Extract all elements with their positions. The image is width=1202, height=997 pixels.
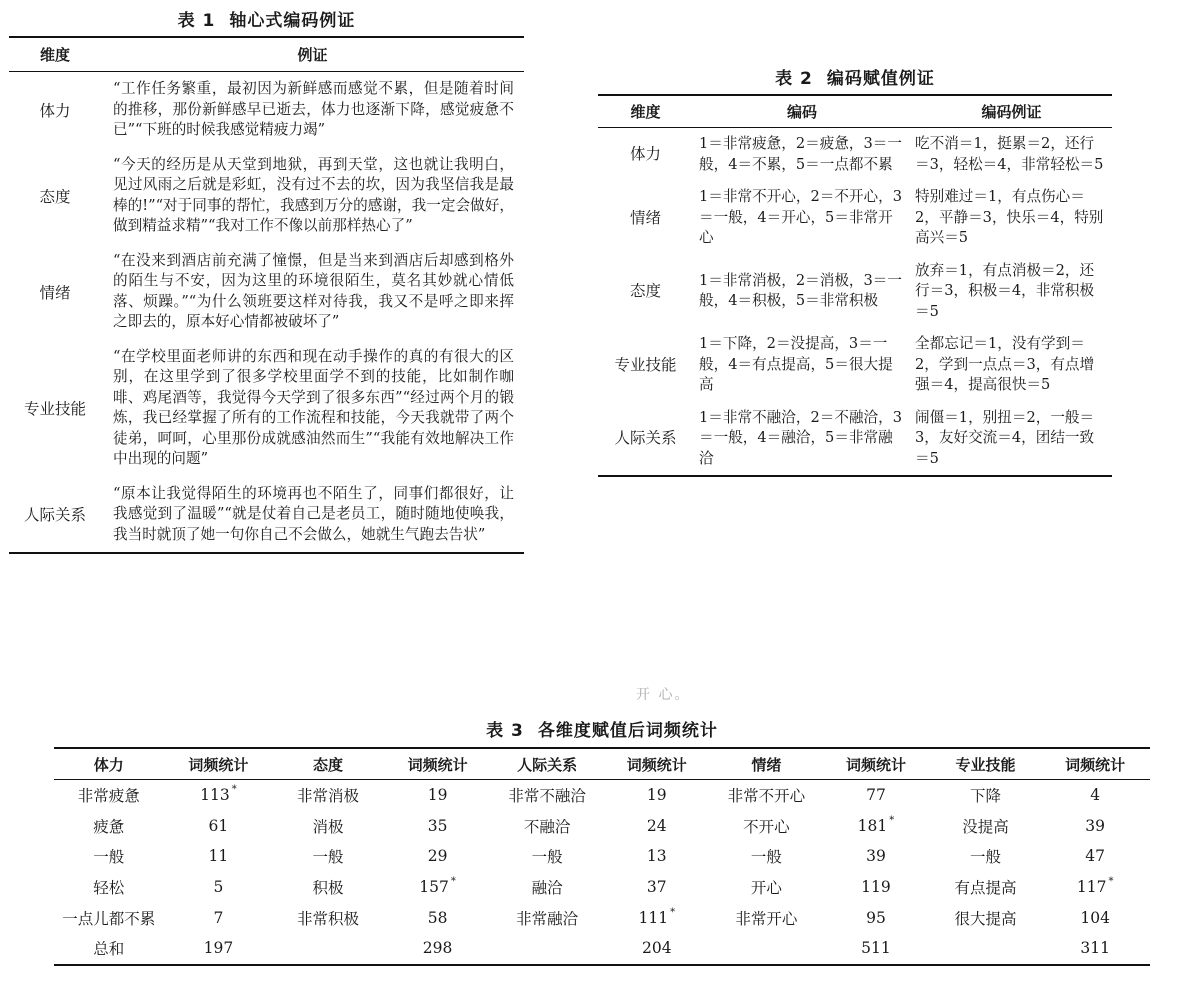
table3-cell bbox=[1040, 811, 1150, 842]
table3-cell-value: 58 bbox=[427, 908, 448, 927]
table3-cell bbox=[492, 780, 602, 811]
table2 bbox=[598, 94, 1112, 477]
table3-cell bbox=[54, 933, 164, 965]
table3-cell bbox=[492, 841, 602, 872]
table3-cell-value: 非常开心 bbox=[735, 909, 798, 928]
table3-cell bbox=[492, 811, 602, 842]
table3-title: 各维度赋值后词频统计 bbox=[537, 721, 718, 741]
table1-body bbox=[9, 72, 524, 554]
table3-cell-value: 一点儿都不累 bbox=[62, 909, 156, 928]
table3-cell bbox=[54, 841, 164, 872]
table3-cell-value: 39 bbox=[1085, 816, 1106, 835]
table3-cell bbox=[164, 872, 274, 903]
table3-cell bbox=[1040, 841, 1150, 872]
table3-cell bbox=[931, 872, 1041, 903]
table3-cell-value: 117 bbox=[1076, 878, 1107, 897]
table2-example-cell: 特别难过＝1，有点伤心＝2，平静＝3，快乐＝4，特别高兴＝5 bbox=[915, 188, 1104, 246]
table3-cell bbox=[712, 841, 822, 872]
significance-marker: * bbox=[231, 784, 237, 796]
table3-cell-value: 19 bbox=[427, 786, 448, 805]
table3-cell bbox=[821, 841, 931, 872]
table3-header-cell: 专业技能 bbox=[931, 748, 1041, 780]
table3-cell bbox=[1040, 780, 1150, 811]
table3-cell-value: 298 bbox=[422, 939, 453, 958]
table1-dimension-cell: 人际关系 bbox=[23, 506, 86, 525]
table2-number: 表 2 bbox=[775, 69, 813, 89]
table3-cell bbox=[931, 902, 1041, 933]
table3-cell bbox=[931, 933, 1041, 965]
table3-cell bbox=[273, 902, 383, 933]
table3-body bbox=[54, 780, 1150, 965]
table2-dimension-cell: 体力 bbox=[629, 145, 661, 164]
table3-cell-value: 19 bbox=[646, 786, 667, 805]
table3-cell bbox=[712, 811, 822, 842]
table3-cell-value: 非常疲惫 bbox=[77, 787, 140, 806]
table1-example-cell: “原本让我觉得陌生的环境再也不陌生了，同事们都很好，让我感觉到了温暖”“就是仗着自己是老员工，随时随地使唤我，我当时就顶了她一句你自己不会做么，她就生气跑去告状” bbox=[113, 484, 514, 543]
table1-row bbox=[9, 148, 524, 244]
table3-cell-value: 一般 bbox=[970, 848, 1002, 867]
table2-row bbox=[598, 255, 1112, 329]
table3-cell-value: 疲惫 bbox=[93, 817, 125, 836]
table2-row bbox=[598, 128, 1112, 182]
table3-cell-value: 13 bbox=[646, 847, 667, 866]
table3-header-cell: 词频统计 bbox=[383, 748, 493, 780]
table3-caption bbox=[54, 716, 1150, 741]
table2-header-dim: 维度 bbox=[598, 95, 693, 128]
table3-cell-value: 一般 bbox=[312, 848, 344, 867]
table3-cell-value: 29 bbox=[427, 847, 448, 866]
table2-dimension-cell: 专业技能 bbox=[614, 355, 677, 374]
table3-cell-value: 非常融洽 bbox=[516, 909, 579, 928]
table3-cell-value: 7 bbox=[213, 908, 224, 927]
significance-marker: * bbox=[670, 906, 676, 918]
table1-header-example: 例证 bbox=[101, 37, 524, 72]
table3-cell-value: 不融洽 bbox=[523, 817, 571, 836]
table3-cell bbox=[712, 872, 822, 903]
table3-header-cell: 人际关系 bbox=[492, 748, 602, 780]
table2-row bbox=[598, 328, 1112, 402]
table3-cell bbox=[383, 841, 493, 872]
table2-code-cell: 1＝非常不开心，2＝不开心，3＝一般，4＝开心，5＝非常开心 bbox=[699, 188, 902, 246]
table3-cell-value: 5 bbox=[213, 878, 224, 897]
table1-row bbox=[9, 340, 524, 477]
table3-row bbox=[54, 902, 1150, 933]
table2-code-cell: 1＝非常疲惫，2＝疲惫，3＝一般，4＝不累，5＝一点都不累 bbox=[699, 135, 902, 173]
table3-cell-value: 下降 bbox=[970, 787, 1002, 806]
table3-cell bbox=[164, 780, 274, 811]
table3-total-row bbox=[54, 933, 1150, 965]
table1-example-cell: “今天的经历是从天堂到地狱，再到天堂，这也就让我明白，见过风雨之后就是彩虹，没有过不去的坎，因为我坚信我是最棒的!”“对于同事的帮忙，我感到万分的感谢，我一定会做好，做到精益求精”“我对工作不像以前那样热心了” bbox=[113, 155, 514, 234]
table3-cell-value: 积极 bbox=[312, 879, 344, 898]
table1-row bbox=[9, 244, 524, 340]
table3-cell-value: 一般 bbox=[750, 848, 782, 867]
table3-cell bbox=[54, 872, 164, 903]
table3-cell bbox=[821, 811, 931, 842]
table3-cell bbox=[712, 780, 822, 811]
table3-cell-value: 没提高 bbox=[962, 817, 1009, 836]
table3-cell bbox=[492, 933, 602, 965]
table3-cell-value: 有点提高 bbox=[954, 879, 1017, 898]
table3 bbox=[54, 747, 1150, 966]
cropped-text-fragment: 开 心。 bbox=[636, 687, 691, 703]
table3-number: 表 3 bbox=[486, 721, 524, 741]
significance-marker: * bbox=[1108, 876, 1114, 888]
table2-example-cell: 放弃＝1，有点消极＝2，还行＝3，积极＝4，非常积极＝5 bbox=[915, 261, 1095, 320]
table2-dimension-cell: 情绪 bbox=[629, 208, 661, 227]
table3-cell bbox=[602, 902, 712, 933]
table3-header-row bbox=[54, 748, 1150, 780]
significance-marker: * bbox=[450, 876, 456, 888]
table3-cell-value: 157 bbox=[419, 878, 449, 897]
table3-cell-value: 311 bbox=[1080, 939, 1110, 958]
table3-cell bbox=[492, 902, 602, 933]
table3-cell-value: 204 bbox=[641, 939, 672, 958]
table3-cell-value: 111 bbox=[638, 908, 669, 927]
table3-cell-value: 181 bbox=[857, 816, 888, 835]
table3-cell bbox=[492, 872, 602, 903]
table3-cell-value: 77 bbox=[866, 786, 886, 805]
table3-cell bbox=[602, 872, 712, 903]
table3-cell-value: 4 bbox=[1090, 786, 1101, 805]
table3-cell bbox=[931, 811, 1041, 842]
table3-cell bbox=[164, 933, 274, 965]
table3-header-cell: 态度 bbox=[273, 748, 383, 780]
table3-header-cell: 词频统计 bbox=[821, 748, 931, 780]
table3-header-cell: 情绪 bbox=[712, 748, 822, 780]
table3-cell-value: 非常不融洽 bbox=[508, 787, 586, 806]
table3-cell bbox=[164, 902, 274, 933]
table3-cell-value: 39 bbox=[866, 847, 886, 866]
table1-title: 轴心式编码例证 bbox=[229, 11, 356, 31]
table3-cell bbox=[54, 902, 164, 933]
table3-cell bbox=[602, 811, 712, 842]
table2-code-cell: 1＝非常消极，2＝消极，3＝一般，4＝积极，5＝非常积极 bbox=[699, 271, 902, 310]
table1-dimension-cell: 情绪 bbox=[39, 283, 71, 302]
table3-cell bbox=[383, 811, 493, 842]
table2-code-cell: 1＝非常不融洽，2＝不融洽，3＝一般，4＝融洽，5＝非常融洽 bbox=[699, 408, 902, 467]
table3-cell bbox=[273, 872, 383, 903]
table1-dimension-cell: 态度 bbox=[39, 187, 71, 206]
table1-number: 表 1 bbox=[177, 11, 216, 31]
table3-cell bbox=[54, 811, 164, 842]
table3-cell bbox=[821, 902, 931, 933]
table2-body bbox=[598, 128, 1112, 477]
table3-cell-value: 11 bbox=[208, 847, 229, 866]
table3-cell bbox=[1040, 902, 1150, 933]
table3-cell-value: 61 bbox=[208, 816, 229, 835]
table1-example-cell: “工作任务繁重，最初因为新鲜感而感觉不累，但是随着时间的推移，那份新鲜感早已逝去，体力也逐渐下降，感觉疲惫不已”“下班的时候我感觉精疲力竭” bbox=[113, 80, 514, 138]
table3-cell bbox=[821, 780, 931, 811]
table1-header-dim: 维度 bbox=[9, 37, 101, 72]
table3-cell-value: 119 bbox=[861, 878, 891, 897]
table3-cell bbox=[821, 933, 931, 965]
table3-cell-value: 消极 bbox=[312, 817, 344, 836]
table3-cell-value: 47 bbox=[1085, 847, 1106, 866]
table3-cell bbox=[383, 872, 493, 903]
table3-cell-value: 轻松 bbox=[93, 879, 125, 898]
table3-cell bbox=[383, 902, 493, 933]
table3-cell bbox=[602, 841, 712, 872]
table1-row bbox=[9, 72, 524, 148]
table2-row bbox=[598, 181, 1112, 255]
table3-cell bbox=[273, 811, 383, 842]
table3-cell bbox=[273, 933, 383, 965]
table3-cell bbox=[383, 933, 493, 965]
table3-cell bbox=[273, 780, 383, 811]
table3-cell bbox=[54, 780, 164, 811]
table1-example-cell: “在学校里面老师讲的东西和现在动手操作的真的有很大的区别，在这里学到了很多学校里面学不到的技能，比如制作咖啡、鸡尾酒等，我觉得今天学到了很多东西”“经过两个月的锻炼，我已经掌握了所有的工作流程和技能，今天我就带了两个徒弟，呵呵，心里那份成就感油然而生”“我能有效地解决工作中出现的问题” bbox=[113, 347, 514, 467]
table3-cell bbox=[273, 841, 383, 872]
table3-cell-value: 总和 bbox=[93, 940, 125, 959]
table3-cell-value: 融洽 bbox=[531, 879, 563, 898]
table3-cell-value: 37 bbox=[646, 878, 667, 897]
table3-cell bbox=[931, 780, 1041, 811]
table1 bbox=[9, 36, 524, 554]
table1-dimension-cell: 专业技能 bbox=[23, 400, 86, 418]
table1-row bbox=[9, 477, 524, 554]
table3-cell-value: 一般 bbox=[93, 848, 125, 867]
table3-row bbox=[54, 811, 1150, 842]
table3-cell bbox=[164, 811, 274, 842]
table1-dimension-cell: 体力 bbox=[39, 101, 71, 120]
table3-cell-value: 35 bbox=[427, 816, 448, 835]
table1-example-cell: “在没来到酒店前充满了憧憬，但是当来到酒店后却感到格外的陌生与不安，因为这里的环境很陌生，莫名其妙就心情低落、烦躁。”“为什么领班要这样对待我，我又不是呼之即来挥之即去的，原本好心情都被破坏了” bbox=[113, 251, 514, 330]
significance-marker: * bbox=[889, 814, 895, 826]
table3-cell-value: 95 bbox=[866, 908, 886, 927]
table3-header-cell: 体力 bbox=[54, 748, 164, 780]
table3-cell bbox=[821, 872, 931, 903]
table3-cell bbox=[712, 902, 822, 933]
table3-cell-value: 一般 bbox=[531, 848, 563, 867]
table2-example-cell: 全都忘记＝1，没有学到＝2，学到一点点＝3，有点增强＝4，提高很快＝5 bbox=[915, 335, 1095, 393]
table3-cell-value: 非常不开心 bbox=[727, 787, 806, 806]
table2-dimension-cell: 态度 bbox=[629, 282, 661, 300]
table3-cell-value: 很大提高 bbox=[954, 909, 1017, 928]
table3-cell-value: 非常消极 bbox=[296, 787, 359, 806]
table2-caption bbox=[598, 64, 1112, 89]
table3-cell bbox=[602, 780, 712, 811]
table2-header-example: 编码例证 bbox=[911, 95, 1112, 128]
table2-example-cell: 闹僵＝1，别扭＝2，一般＝3，友好交流＝4，团结一致＝5 bbox=[915, 408, 1095, 467]
table2-code-cell: 1＝下降，2＝没提高，3＝一般，4＝有点提高，5＝很大提高 bbox=[699, 335, 893, 393]
table3-cell bbox=[712, 933, 822, 965]
table1-caption bbox=[9, 6, 524, 31]
table3-cell-value: 104 bbox=[1080, 908, 1110, 927]
table3-cell bbox=[164, 841, 274, 872]
table2-example-cell: 吃不消＝1，挺累＝2，还行＝3，轻松＝4，非常轻松＝5 bbox=[915, 135, 1104, 173]
table2-row bbox=[598, 402, 1112, 477]
table3-cell bbox=[383, 780, 493, 811]
table2-header-code: 编码 bbox=[693, 95, 911, 128]
table2-title: 编码赋值例证 bbox=[826, 69, 935, 89]
table3-cell-value: 113 bbox=[200, 786, 230, 805]
table3-cell bbox=[1040, 933, 1150, 965]
table3-cell bbox=[931, 841, 1041, 872]
table3-cell-value: 511 bbox=[861, 939, 891, 958]
table3-cell-value: 非常积极 bbox=[296, 909, 359, 928]
table3-row bbox=[54, 780, 1150, 811]
table3-header-cell: 词频统计 bbox=[1040, 748, 1150, 780]
table3-cell-value: 24 bbox=[646, 816, 667, 835]
table3-cell bbox=[1040, 872, 1150, 903]
table3-row bbox=[54, 841, 1150, 872]
table3-header-cell: 词频统计 bbox=[164, 748, 274, 780]
table3-cell-value: 开心 bbox=[750, 879, 782, 898]
table3-header-cell: 词频统计 bbox=[602, 748, 712, 780]
table3-cell-value: 不开心 bbox=[743, 817, 790, 836]
table3-cell-value: 197 bbox=[203, 939, 234, 958]
table3-cell bbox=[602, 933, 712, 965]
table2-dimension-cell: 人际关系 bbox=[614, 429, 677, 447]
table3-row bbox=[54, 872, 1150, 903]
